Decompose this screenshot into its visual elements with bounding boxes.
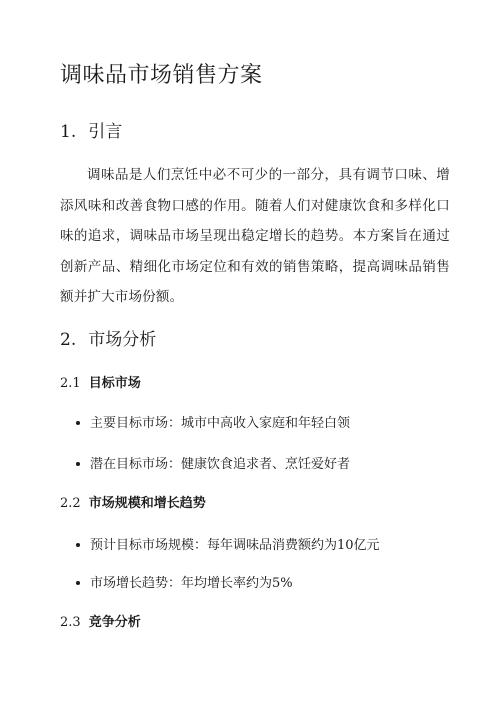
subsection-heading-competition [60, 614, 141, 632]
list-item-text: 潜在目标市场：健康饮食追求者、烹饪爱好者 [90, 457, 351, 472]
section-title: 市场分析 [88, 330, 157, 350]
section-heading-market-analysis [60, 329, 156, 351]
section-number: 2. [60, 330, 77, 350]
bullet-dot-icon [76, 421, 80, 425]
introduction-paragraph: 调味品是人们烹饪中必不可少的一部分，具有调节口味、增添风味和改善食物口感的作用。随着人们对健康饮食和多样化口味的追求，调味品市场呈现出稳定增长的趋势。本方案旨在通过创新产品、精细化市场定位和有效的销售策略，提高调味品销售额并扩大市场份额。 [60, 167, 450, 305]
subsection-title: 竞争分析 [88, 615, 141, 630]
list-item-text: 主要目标市场：城市中高收入家庭和年轻白领 [90, 416, 351, 431]
section-heading-introduction [60, 121, 122, 143]
subsection-title: 目标市场 [88, 376, 141, 391]
list-item [76, 575, 293, 593]
section-number: 1. [60, 122, 77, 142]
bullet-dot-icon [76, 543, 80, 547]
section-title: 引言 [88, 122, 123, 142]
list-item [76, 415, 350, 433]
list-item-text: 市场增长趋势：年均增长率约为5% [90, 576, 293, 591]
list-item-text: 预计目标市场规模：每年调味品消费额约为10亿元 [90, 538, 380, 553]
subsection-heading-market-size [60, 495, 206, 513]
subsection-number: 2.3 [60, 615, 81, 630]
bullet-dot-icon [76, 581, 80, 585]
list-item [76, 537, 380, 555]
document-title: 调味品市场销售方案 [60, 63, 263, 88]
list-item [76, 456, 350, 474]
subsection-number: 2.1 [60, 376, 81, 391]
bullet-dot-icon [76, 462, 80, 466]
subsection-number: 2.2 [60, 496, 81, 511]
subsection-title: 市场规模和增长趋势 [88, 496, 206, 511]
subsection-heading-target-market [60, 375, 141, 393]
